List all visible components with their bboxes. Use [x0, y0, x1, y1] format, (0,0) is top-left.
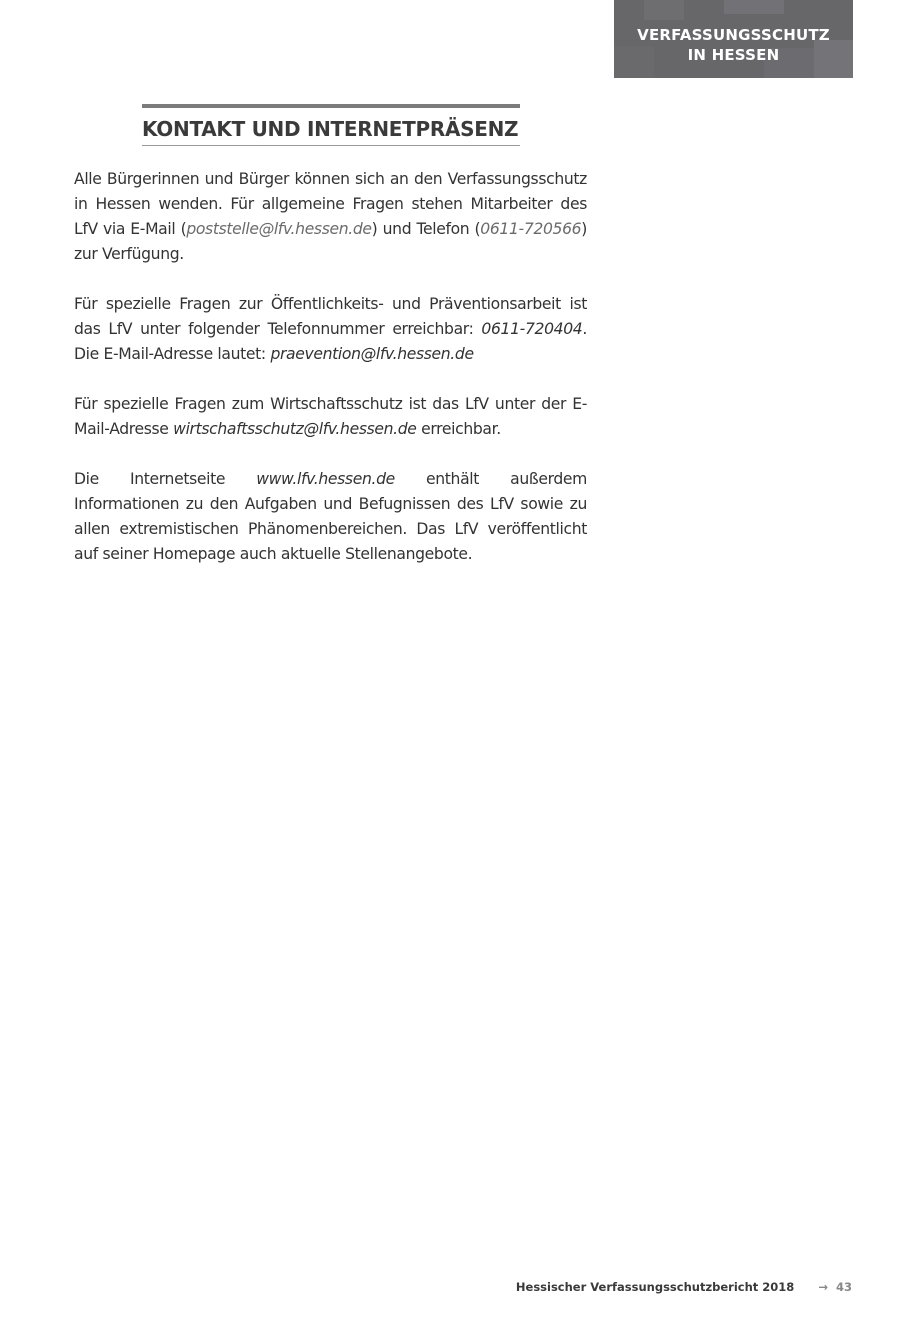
page-footer	[516, 1280, 852, 1294]
text-run: Für spezielle Fragen zur Öffentlichkeits- und Präventionsarbeit ist das LfV unter folgender Telefonnummer erreichbar:	[74, 295, 587, 338]
heading-block	[142, 104, 520, 146]
text-run: ) und Telefon (	[371, 220, 481, 238]
section-tab-line1: VERFASSUNGSSCHUTZ	[637, 26, 830, 44]
section-tab-label	[614, 25, 853, 65]
tab-pattern-tile	[724, 0, 784, 14]
section-tab	[614, 0, 853, 78]
section-tab-line2: IN HESSEN	[687, 46, 780, 64]
text-run: enthält außerdem Informationen zu den Aufgaben und Befugnissen des LfV sowie zu allen extremistischen Phänomenbereichen. Das LfV veröffentlicht auf seiner Homepage auch aktuelle Stellenangebote.	[74, 470, 587, 563]
page-number: 43	[835, 1280, 852, 1294]
text-run: Für spezielle Fragen zum Wirtschaftsschutz ist das LfV unter der E-Mail-Adresse	[74, 395, 587, 438]
tab-pattern-tile	[644, 0, 684, 20]
paragraph-prevention-contact	[74, 292, 587, 367]
body-text	[74, 167, 587, 592]
phone-link-general[interactable]: 0611-720566	[480, 220, 582, 238]
email-link-poststelle[interactable]: poststelle@lfv.hessen.de	[186, 220, 372, 238]
phone-link-prevention[interactable]: 0611-720404	[481, 320, 583, 338]
paragraph-website	[74, 467, 587, 567]
text-run: erreichbar.	[416, 420, 501, 438]
email-link-praevention[interactable]: praevention@lfv.hessen.de	[270, 345, 474, 363]
paragraph-economic-protection	[74, 392, 587, 442]
publication-title: Hessischer Verfassungsschutzbericht 2018	[515, 1280, 795, 1294]
paragraph-general-contact	[74, 167, 587, 267]
arrow-right-icon: →	[818, 1280, 828, 1294]
email-link-wirtschaftsschutz[interactable]: wirtschaftsschutz@lfv.hessen.de	[173, 420, 417, 438]
text-run: ) zur Verfügung.	[74, 220, 587, 263]
text-run: Alle Bürgerinnen und Bürger können sich an den Verfassungsschutz in Hessen wenden. Für allgemeine Fragen stehen Mitarbeiter des LfV via E-Mail (	[74, 170, 587, 238]
text-run: . Die E-Mail-Adresse lautet:	[74, 320, 587, 363]
website-link[interactable]: www.lfv.hessen.de	[256, 470, 395, 488]
text-run: Die Internetseite	[74, 470, 257, 488]
page-title: KONTAKT UND INTERNETPRÄSENZ	[142, 117, 519, 141]
